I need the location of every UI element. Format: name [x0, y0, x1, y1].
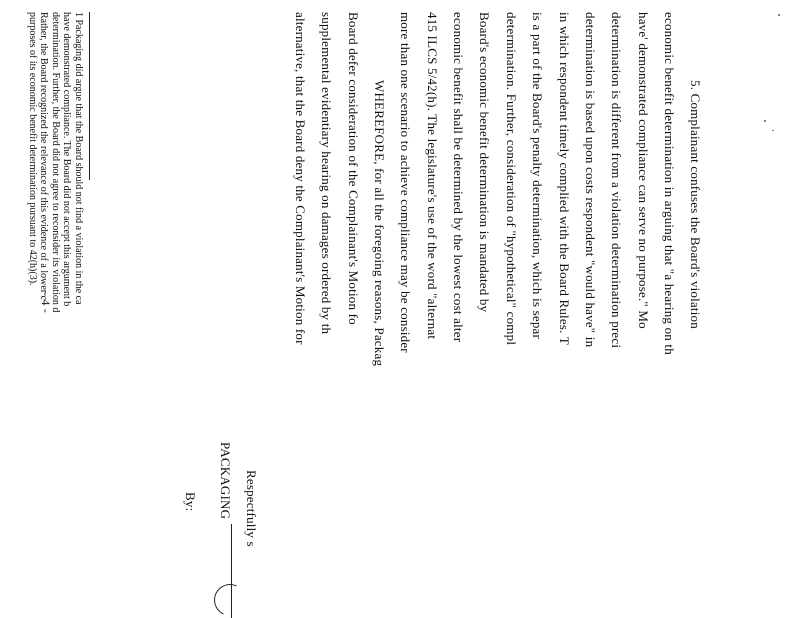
body-line: 5. Complainant confuses the Board's violation — [688, 80, 703, 329]
body-line: determination. Further, consideration of "hypothetical" compl — [504, 12, 519, 346]
body-line: determination is different from a violation determination preci — [609, 12, 624, 349]
body-line: alternative, that the Board deny the Complainant's Motion for — [293, 12, 308, 345]
scan-speck — [772, 130, 774, 131]
body-line: WHEREFORE, for all the foregoing reasons, Packag — [372, 80, 387, 367]
signature-closing: Respectfully s — [244, 470, 259, 547]
body-line: economic benefit determination in arguing that "a hearing on th — [662, 12, 677, 355]
body-line: 415 ILCS 5/42(h). The legislature's use of the word "alternat — [425, 12, 440, 340]
footnote-line: have demonstrated compliance. The Board did not accept this argument b — [61, 12, 72, 307]
footnote-line: determination. Further, the Board did not agree to reconsider its violation d — [50, 12, 61, 313]
signature-mark — [209, 579, 250, 618]
scan-speck — [764, 120, 766, 122]
body-line: economic benefit shall be determined by the lowest cost alter — [451, 12, 466, 343]
body-line: more than one scenario to achieve compliance may be consider — [398, 12, 413, 353]
footnote-line: Rather, the Board recognized the relevance of this evidence of a lower c — [38, 12, 49, 301]
body-line: Board defer consideration of the Complainant's Motion fo — [346, 12, 361, 325]
footnote-line: 1 Packaging did argue that the Board should not find a violation in the ca — [73, 12, 84, 305]
scan-speck — [778, 14, 780, 16]
body-line: is a part of the Board's penalty determination, which is separ — [530, 12, 545, 340]
body-line: have' demonstrated compliance can serve no purpose." Mo — [636, 12, 651, 329]
footnote-rule — [89, 12, 90, 180]
footnote-line: purposes of its economic benefit determination pursuant to 42(h)(3). — [27, 12, 38, 286]
body-line: determination is based upon costs respondent "would have" in — [583, 12, 598, 348]
body-line: Board's economic benefit determination is mandated by — [477, 12, 492, 313]
signature-by-label: By: — [183, 492, 198, 512]
body-line: supplemental evidentiary hearing on damages ordered by th — [319, 12, 334, 335]
page-number: - 4 - — [39, 292, 53, 313]
signature-company: PACKAGING — [218, 442, 233, 520]
body-line: in which respondent timely complied with the Board Rules. T — [557, 12, 572, 345]
